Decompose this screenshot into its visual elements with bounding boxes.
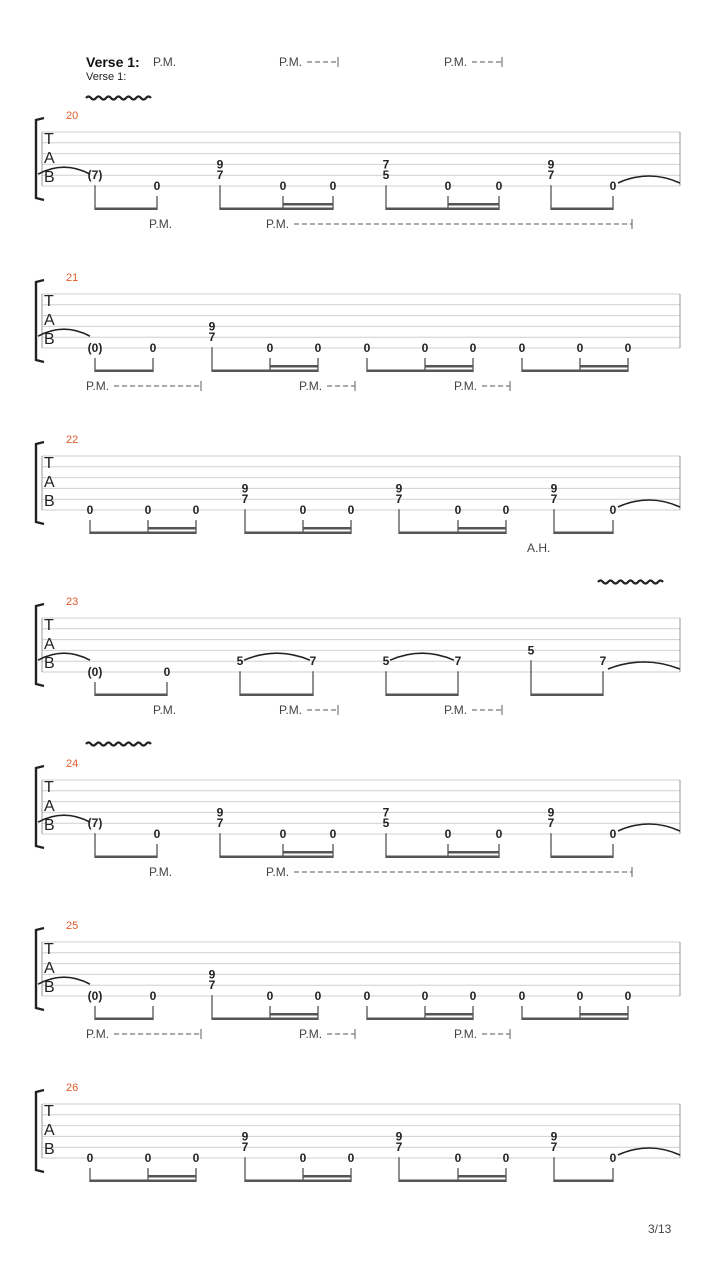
beam [551, 208, 613, 211]
fret-number: 0 [609, 179, 617, 193]
fret-number: 0 [329, 179, 337, 193]
bracket-icon [36, 118, 44, 200]
beam-secondary [458, 1175, 506, 1178]
fret-number: 7 [241, 1140, 249, 1155]
fret-number: 0 [609, 827, 617, 841]
fret-number: 5 [382, 816, 390, 831]
fret-number: 9 [208, 967, 216, 982]
beam [95, 370, 153, 373]
fret-number: 0 [347, 1151, 355, 1165]
fret-number: 0 [502, 1151, 510, 1165]
fret-number: 0 [163, 665, 171, 679]
palm-mute-label: P.M. [454, 1027, 478, 1041]
fret-number: 0 [469, 989, 477, 1003]
measure-number: 20 [66, 110, 79, 122]
beam [551, 856, 613, 859]
palm-mute-label: P.M. [444, 703, 468, 717]
palm-mute-label: P.M. [279, 703, 303, 717]
fret-number: 5 [236, 654, 244, 669]
fret-number: 0 [576, 989, 584, 1003]
fret-number: 0 [279, 827, 287, 841]
beam [95, 1018, 153, 1021]
page-number: 3/13 [648, 1222, 672, 1236]
fret-number: (0) [87, 341, 103, 355]
vibrato-icon [86, 743, 151, 746]
beam-secondary [448, 203, 499, 206]
fret-number: 0 [454, 1151, 462, 1165]
tab-clef-letter: T [44, 617, 54, 634]
beam [386, 856, 499, 859]
fret-number: 0 [266, 341, 274, 355]
tab-clef-letter: T [44, 941, 54, 958]
tie-arc-icon [390, 653, 454, 660]
tab-clef-letter: A [44, 798, 55, 815]
fret-number: 0 [299, 1151, 307, 1165]
tab-clef-letter: B [44, 331, 55, 348]
fret-number: 7 [309, 654, 317, 669]
palm-mute-label: P.M. [299, 1027, 323, 1041]
fret-number: 0 [518, 989, 526, 1003]
fret-number: 7 [216, 168, 224, 183]
fret-number: (7) [87, 816, 103, 831]
tab-clef-letter: A [44, 312, 55, 329]
fret-number: 9 [241, 481, 249, 496]
tie-arc-icon [618, 176, 680, 183]
fret-number: 0 [86, 1151, 94, 1165]
beam [90, 532, 196, 535]
fret-number: 9 [216, 805, 224, 820]
tab-clef-letter: A [44, 150, 55, 167]
fret-number: 7 [208, 978, 216, 993]
fret-number: 0 [144, 503, 152, 517]
bracket-icon [36, 604, 44, 686]
fret-number: 0 [299, 503, 307, 517]
beam-secondary [270, 365, 318, 368]
beam-secondary [148, 1175, 196, 1178]
tie-arc-icon [244, 653, 310, 660]
fret-number: 7 [241, 492, 249, 507]
tab-clef-letter: B [44, 493, 55, 510]
beam-secondary [580, 365, 628, 368]
fret-number: 0 [609, 1151, 617, 1165]
beam [522, 370, 628, 373]
palm-mute-label: P.M. [279, 55, 303, 69]
fret-number: 0 [421, 989, 429, 1003]
fret-number: 0 [279, 179, 287, 193]
beam [220, 856, 333, 859]
beam [220, 208, 333, 211]
tie-arc-icon [618, 500, 680, 507]
fret-number: 0 [624, 341, 632, 355]
tab-clef-letter: B [44, 1141, 55, 1158]
beam-secondary [270, 1013, 318, 1016]
bracket-icon [36, 928, 44, 1010]
fret-number: 0 [469, 341, 477, 355]
beam [212, 370, 318, 373]
beam [240, 694, 313, 697]
beam-secondary [448, 851, 499, 854]
measure-number: 23 [66, 596, 79, 608]
fret-number: (0) [87, 665, 103, 679]
fret-number: 7 [382, 157, 390, 172]
measure-number: 25 [66, 920, 79, 932]
palm-mute-label: P.M. [153, 55, 177, 69]
fret-number: 0 [518, 341, 526, 355]
fret-number: 0 [421, 341, 429, 355]
beam [367, 370, 473, 373]
tie-arc-icon [608, 662, 680, 669]
fret-number: 9 [547, 157, 555, 172]
artificial-harmonic-label: A.H. [527, 541, 551, 555]
beam-secondary [148, 527, 196, 530]
fret-number: 9 [395, 1129, 403, 1144]
palm-mute-label: P.M. [86, 379, 110, 393]
tab-clef-letter: A [44, 960, 55, 977]
tab-clef-letter: A [44, 1122, 55, 1139]
fret-number: 0 [495, 179, 503, 193]
palm-mute-label: P.M. [444, 55, 468, 69]
fret-number: 0 [153, 827, 161, 841]
palm-mute-label: P.M. [299, 379, 323, 393]
fret-number: 0 [363, 341, 371, 355]
palm-mute-label: P.M. [149, 217, 173, 231]
fret-number: 0 [153, 179, 161, 193]
beam-secondary [458, 527, 506, 530]
beam [399, 1180, 506, 1183]
fret-number: 0 [495, 827, 503, 841]
vibrato-icon [86, 97, 151, 100]
bracket-icon [36, 1090, 44, 1172]
bracket-icon [36, 280, 44, 362]
beam-secondary [303, 1175, 351, 1178]
fret-number: 0 [86, 503, 94, 517]
fret-number: 0 [624, 989, 632, 1003]
beam [95, 694, 167, 697]
beam [367, 1018, 473, 1021]
beam [386, 694, 458, 697]
fret-number: 7 [550, 1140, 558, 1155]
fret-number: 0 [314, 341, 322, 355]
section-subtitle: Verse 1: [86, 71, 127, 83]
fret-number: 7 [395, 1140, 403, 1155]
palm-mute-label: P.M. [454, 379, 478, 393]
fret-number: 9 [208, 319, 216, 334]
tab-clef-letter: T [44, 131, 54, 148]
beam [522, 1018, 628, 1021]
fret-number: 9 [216, 157, 224, 172]
fret-number: 0 [192, 1151, 200, 1165]
tab-clef-letter: B [44, 979, 55, 996]
measure-number: 24 [66, 758, 79, 770]
fret-number: 9 [395, 481, 403, 496]
fret-number: 0 [347, 503, 355, 517]
beam-secondary [283, 203, 333, 206]
beam [386, 208, 499, 211]
palm-mute-label: P.M. [86, 1027, 110, 1041]
tie-arc-icon [618, 1148, 680, 1155]
fret-number: 0 [266, 989, 274, 1003]
tab-clef-letter: T [44, 779, 54, 796]
fret-number: 0 [192, 503, 200, 517]
fret-number: 9 [547, 805, 555, 820]
vibrato-icon [598, 581, 663, 584]
beam [554, 532, 613, 535]
beam-secondary [425, 365, 473, 368]
fret-number: 5 [527, 643, 535, 658]
beam [245, 532, 351, 535]
beam [399, 532, 506, 535]
beam-secondary [303, 527, 351, 530]
tab-clef-letter: A [44, 474, 55, 491]
fret-number: 9 [241, 1129, 249, 1144]
beam [95, 208, 157, 211]
fret-number: 0 [149, 989, 157, 1003]
tab-clef-letter: B [44, 169, 55, 186]
fret-number: 7 [599, 654, 607, 669]
tab-clef-letter: A [44, 636, 55, 653]
fret-number: 7 [547, 168, 555, 183]
palm-mute-label: P.M. [149, 865, 173, 879]
fret-number: (0) [87, 989, 103, 1003]
measure-number: 26 [66, 1082, 79, 1094]
fret-number: 0 [576, 341, 584, 355]
bracket-icon [36, 442, 44, 524]
fret-number: 0 [329, 827, 337, 841]
fret-number: 0 [314, 989, 322, 1003]
tab-clef-letter: T [44, 455, 54, 472]
fret-number: 0 [609, 503, 617, 517]
fret-number: 7 [395, 492, 403, 507]
beam [554, 1180, 613, 1183]
tie-arc-icon [618, 824, 680, 831]
fret-number: 5 [382, 654, 390, 669]
beam [90, 1180, 196, 1183]
fret-number: 0 [144, 1151, 152, 1165]
beam-secondary [425, 1013, 473, 1016]
fret-number: (7) [87, 168, 103, 183]
measure-number: 21 [66, 272, 79, 284]
tab-clef-letter: T [44, 293, 54, 310]
fret-number: 9 [550, 481, 558, 496]
beam [212, 1018, 318, 1021]
measure-number: 22 [66, 434, 79, 446]
fret-number: 7 [208, 330, 216, 345]
beam-secondary [580, 1013, 628, 1016]
tab-clef-letter: B [44, 655, 55, 672]
beam [95, 856, 157, 859]
beam-secondary [283, 851, 333, 854]
fret-number: 7 [550, 492, 558, 507]
fret-number: 7 [216, 816, 224, 831]
tab-clef-letter: T [44, 1103, 54, 1120]
fret-number: 0 [502, 503, 510, 517]
palm-mute-label: P.M. [266, 865, 290, 879]
fret-number: 5 [382, 168, 390, 183]
tab-clef-letter: B [44, 817, 55, 834]
palm-mute-label: P.M. [153, 703, 177, 717]
palm-mute-label: P.M. [266, 217, 290, 231]
fret-number: 7 [382, 805, 390, 820]
beam [245, 1180, 351, 1183]
fret-number: 0 [444, 179, 452, 193]
fret-number: 0 [363, 989, 371, 1003]
fret-number: 0 [444, 827, 452, 841]
beam [531, 694, 603, 697]
bracket-icon [36, 766, 44, 848]
section-title: Verse 1: [86, 54, 140, 70]
fret-number: 9 [550, 1129, 558, 1144]
fret-number: 0 [454, 503, 462, 517]
fret-number: 7 [454, 654, 462, 669]
fret-number: 7 [547, 816, 555, 831]
fret-number: 0 [149, 341, 157, 355]
